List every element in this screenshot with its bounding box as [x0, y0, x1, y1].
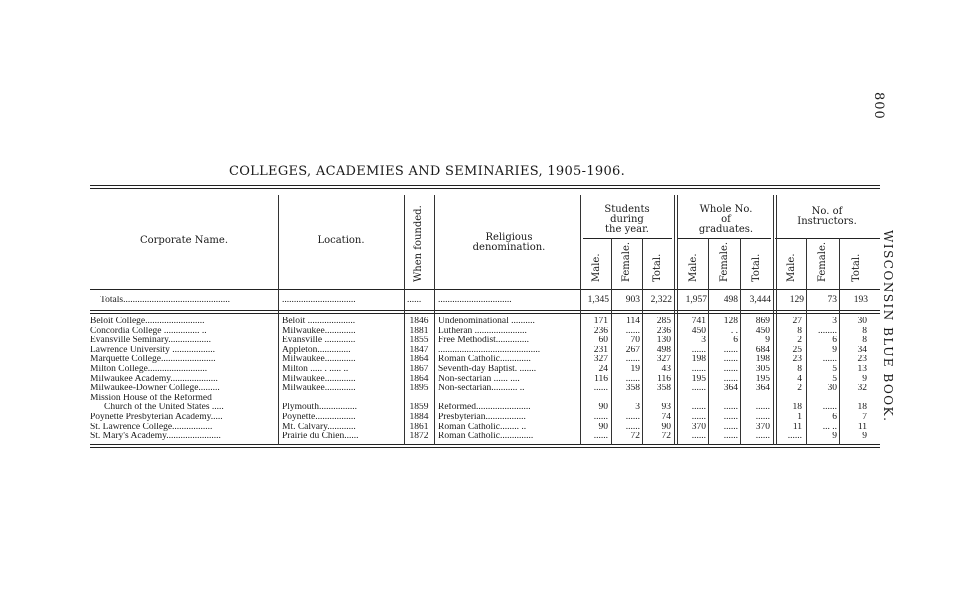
- row-corporate-name: Mission House of the Reformed: [90, 393, 212, 403]
- row-location: Mt. Calvary............: [282, 422, 356, 432]
- row-corporate-name: Milwaukee-Downer College.........: [90, 384, 220, 394]
- row-instructors-male: 1: [797, 413, 802, 422]
- bottom-rule-2: [90, 447, 880, 448]
- header-corporate-name: Corporate Name.: [139, 235, 229, 246]
- row-corporate-name: Evansville Seminary..................: [90, 336, 212, 346]
- header-instructors-female: Female.: [817, 241, 828, 282]
- row-graduates-male: ......: [691, 365, 706, 374]
- row-denomination: Roman Catholic.............: [438, 355, 531, 365]
- row-instructors-female: ... ..: [822, 422, 837, 432]
- row-students-total: 285: [656, 317, 671, 326]
- row-instructors-total: 8: [862, 326, 867, 336]
- row-students-total: 130: [656, 336, 671, 346]
- row-graduates-total: 195: [755, 374, 770, 384]
- row-graduates-total: 684: [755, 345, 770, 355]
- row-instructors-female: 6: [832, 413, 837, 422]
- totals-rule-2: [90, 313, 880, 314]
- header-graduates-male: Male.: [688, 253, 699, 282]
- col-line: [278, 195, 279, 445]
- col-line: [674, 195, 675, 445]
- subheader-rule-instructors: [775, 238, 880, 239]
- row-graduates-female: 6: [733, 336, 738, 346]
- row-students-total: 236: [656, 326, 671, 336]
- row-students-female: ......: [625, 355, 640, 365]
- row-corporate-name: Milwaukee Academy....................: [90, 374, 218, 384]
- totals-location: ...............................: [282, 296, 356, 305]
- row-instructors-total: 23: [857, 355, 867, 365]
- row-instructors-total: 7: [862, 413, 867, 422]
- row-graduates-female: ......: [723, 374, 738, 384]
- header-graduates-female: Female.: [719, 241, 730, 282]
- row-graduates-female: ......: [723, 432, 738, 442]
- row-students-female: 70: [630, 336, 640, 346]
- row-graduates-female: ......: [723, 422, 738, 432]
- row-denomination: Roman Catholic..............: [438, 432, 534, 442]
- header-instructors-male: Male.: [786, 253, 797, 282]
- row-instructors-male: 8: [797, 365, 802, 374]
- row-instructors-male: 8: [797, 326, 802, 336]
- row-students-male: 60: [598, 336, 608, 346]
- row-location: Milton ..... . ..... ..: [282, 365, 349, 374]
- table-title: COLLEGES, ACADEMIES AND SEMINARIES, 1905-1906.: [228, 164, 626, 179]
- row-instructors-female: 6: [832, 336, 837, 346]
- row-corporate-name: St. Mary's Academy.......................: [90, 432, 221, 442]
- row-students-male: ......: [593, 413, 608, 422]
- totals-g-total: 3,444: [749, 295, 771, 305]
- top-rule-2: [90, 188, 880, 189]
- row-founded: 1867: [409, 365, 429, 374]
- row-instructors-male: ......: [787, 432, 802, 442]
- row-instructors-total: 11: [857, 422, 867, 432]
- totals-i-total: 193: [853, 295, 868, 305]
- bottom-rule-1: [90, 444, 880, 445]
- row-students-female: 72: [630, 432, 640, 442]
- row-graduates-total: 450: [755, 326, 770, 336]
- row-instructors-total: 32: [857, 384, 867, 394]
- row-instructors-total: 13: [857, 365, 867, 374]
- row-students-total: 358: [656, 384, 671, 394]
- header-religious: Religious denomination.: [472, 232, 546, 253]
- row-students-total: 72: [661, 432, 671, 442]
- row-corporate-name: Milton College.........................: [90, 365, 208, 374]
- row-graduates-male: 3: [701, 336, 706, 346]
- row-graduates-total: ......: [755, 432, 770, 442]
- row-instructors-female: 3: [832, 317, 837, 326]
- row-location: Milwaukee.............: [282, 374, 356, 384]
- totals-founded: ......: [407, 296, 422, 305]
- row-students-male: 24: [598, 365, 608, 374]
- row-students-female: 114: [626, 317, 640, 326]
- totals-g-female: 498: [723, 295, 738, 305]
- row-instructors-female: 9: [832, 345, 837, 355]
- row-founded: 1864: [409, 355, 429, 365]
- row-instructors-male: 23: [792, 355, 802, 365]
- subheader-rule-students: [583, 238, 672, 239]
- row-location: Appleton..............: [282, 345, 351, 355]
- top-rule-1: [90, 185, 880, 186]
- row-location: Beloit ....................: [282, 317, 356, 326]
- row-corporate-name: Lawrence University ..................: [90, 345, 216, 355]
- col-line: [434, 195, 435, 445]
- row-instructors-total: 9: [862, 374, 867, 384]
- row-students-total: 498: [656, 345, 671, 355]
- row-students-male: 90: [598, 422, 608, 432]
- row-instructors-total: 9: [862, 432, 867, 442]
- row-denomination: Non-sectarian........... ..: [438, 384, 525, 394]
- row-founded: 1846: [409, 317, 429, 326]
- header-students-group: Students during the year.: [604, 204, 650, 235]
- row-graduates-total: ......: [755, 403, 770, 413]
- row-graduates-total: ......: [755, 413, 770, 422]
- totals-s-female: 903: [625, 295, 640, 305]
- row-students-female: ......: [625, 326, 640, 336]
- row-instructors-male: 4: [797, 374, 802, 384]
- row-location: Prairie du Chien......: [282, 432, 359, 442]
- row-corporate-name: St. Lawrence College.................: [90, 422, 213, 432]
- running-head: WISCONSIN BLUE BOOK.: [881, 230, 895, 423]
- row-students-male: 171: [593, 317, 608, 326]
- row-instructors-total: 8: [862, 336, 867, 346]
- totals-rule-1: [90, 310, 880, 311]
- row-instructors-female: 5: [832, 374, 837, 384]
- row-founded: 1861: [409, 422, 429, 432]
- row-founded: 1864: [409, 374, 429, 384]
- row-students-total: 327: [656, 355, 671, 365]
- row-graduates-total: 198: [755, 355, 770, 365]
- row-students-female: 267: [625, 345, 640, 355]
- col-line: [773, 195, 774, 445]
- row-denomination: Non-sectarian ...... ....: [438, 374, 520, 384]
- totals-s-male: 1,345: [587, 295, 609, 305]
- row-instructors-female: ........: [818, 326, 837, 336]
- row-location: Milwaukee.............: [282, 355, 356, 365]
- row-graduates-male: 450: [691, 326, 706, 336]
- row-students-female: ......: [625, 413, 640, 422]
- row-students-total: 43: [661, 365, 671, 374]
- row-instructors-female: ......: [822, 355, 837, 365]
- row-graduates-male: 198: [691, 355, 706, 365]
- row-students-female: 358: [625, 384, 640, 394]
- row-instructors-female: 30: [827, 384, 837, 394]
- row-location: Milwaukee.............: [282, 384, 356, 394]
- row-students-female: 3: [635, 403, 640, 413]
- row-location: Poynette.................: [282, 413, 356, 422]
- row-instructors-male: 18: [792, 403, 802, 413]
- row-instructors-total: 30: [857, 317, 867, 326]
- row-graduates-male: ......: [691, 384, 706, 394]
- row-graduates-female: ......: [723, 355, 738, 365]
- totals-label: Totals.............................................: [100, 296, 230, 305]
- page-number: 800: [871, 92, 886, 120]
- row-graduates-male: ......: [691, 413, 706, 422]
- row-graduates-male: 195: [691, 374, 706, 384]
- row-founded: 1872: [409, 432, 429, 442]
- row-denomination: Free Methodist..............: [438, 336, 530, 346]
- row-instructors-male: 2: [797, 384, 802, 394]
- row-students-male: 327: [593, 355, 608, 365]
- row-graduates-female: . .: [730, 326, 738, 336]
- row-students-total: 74: [661, 413, 671, 422]
- row-denomination: Presbyterian.................: [438, 413, 526, 422]
- row-instructors-total: 34: [857, 345, 867, 355]
- row-students-male: ......: [593, 384, 608, 394]
- row-instructors-female: 5: [832, 365, 837, 374]
- row-students-total: 90: [661, 422, 671, 432]
- row-denomination: Seventh-day Baptist. .......: [438, 365, 537, 374]
- row-denomination: Reformed.......................: [438, 403, 531, 413]
- row-founded: 1895: [409, 384, 429, 394]
- row-instructors-female: ......: [822, 403, 837, 413]
- header-location: Location.: [317, 235, 365, 246]
- row-corporate-name: Poynette Presbyterian Academy.....: [90, 413, 223, 422]
- row-students-total: 116: [657, 374, 671, 384]
- totals-g-male: 1,957: [685, 295, 707, 305]
- row-students-male: 231: [593, 345, 608, 355]
- header-students-total: Total.: [652, 253, 663, 282]
- row-graduates-male: ......: [691, 403, 706, 413]
- row-founded: 1884: [409, 413, 429, 422]
- row-graduates-total: 9: [765, 336, 770, 346]
- row-instructors-male: 25: [792, 345, 802, 355]
- totals-i-male: 129: [789, 295, 804, 305]
- row-denomination: Lutheran ......................: [438, 326, 527, 336]
- row-instructors-male: 11: [792, 422, 802, 432]
- row-graduates-female: ......: [723, 365, 738, 374]
- row-founded: 1855: [409, 336, 429, 346]
- row-location: Milwaukee.............: [282, 326, 356, 336]
- totals-denomination: ...............................: [438, 296, 512, 305]
- row-graduates-total: 869: [755, 317, 770, 326]
- row-instructors-female: 9: [832, 432, 837, 442]
- row-graduates-female: 364: [723, 384, 738, 394]
- subheader-rule-graduates: [677, 238, 771, 239]
- row-instructors-male: 27: [792, 317, 802, 326]
- row-graduates-male: ......: [691, 432, 706, 442]
- header-graduates-total: Total.: [751, 253, 762, 282]
- row-students-female: ......: [625, 422, 640, 432]
- row-location: Evansville .............: [282, 336, 356, 346]
- row-graduates-male: ......: [691, 345, 706, 355]
- row-graduates-female: ......: [723, 403, 738, 413]
- row-graduates-male: 370: [691, 422, 706, 432]
- row-denomination: Roman Catholic........ ..: [438, 422, 527, 432]
- row-graduates-female: ......: [723, 413, 738, 422]
- header-instructors-group: No. of Instructors.: [797, 206, 857, 227]
- header-students-male: Male.: [591, 253, 602, 282]
- header-bottom-rule: [90, 289, 880, 290]
- totals-i-female: 73: [827, 295, 837, 305]
- row-founded: 1859: [409, 403, 429, 413]
- row-students-male: 116: [594, 374, 608, 384]
- row-instructors-total: 18: [857, 403, 867, 413]
- header-instructors-total: Total.: [851, 253, 862, 282]
- row-graduates-total: 370: [755, 422, 770, 432]
- row-denomination: Undenominational ..........: [438, 317, 535, 326]
- totals-s-total: 2,322: [650, 295, 672, 305]
- row-students-male: ......: [593, 432, 608, 442]
- row-denomination: ...........................................: [438, 345, 541, 355]
- row-students-male: 90: [598, 403, 608, 413]
- row-corporate-name: Marquette College.......................: [90, 355, 216, 365]
- row-students-total: 93: [661, 403, 671, 413]
- row-corporate-name: Church of the United States .....: [104, 403, 224, 413]
- row-graduates-female: ......: [723, 345, 738, 355]
- row-graduates-female: 128: [723, 317, 738, 326]
- row-students-female: ......: [625, 374, 640, 384]
- row-instructors-male: 2: [797, 336, 802, 346]
- row-founded: 1881: [409, 326, 429, 336]
- row-graduates-total: 305: [755, 365, 770, 374]
- row-graduates-total: 364: [755, 384, 770, 394]
- row-location: Plymouth................: [282, 403, 357, 413]
- header-students-female: Female.: [621, 241, 632, 282]
- row-corporate-name: Beloit College.........................: [90, 317, 205, 326]
- row-corporate-name: Concordia College ............... ..: [90, 326, 207, 336]
- row-founded: 1847: [409, 345, 429, 355]
- header-when-founded: When founded.: [413, 205, 424, 282]
- header-graduates-group: Whole No. of graduates.: [698, 204, 754, 235]
- row-graduates-male: 741: [691, 317, 706, 326]
- row-students-female: 19: [630, 365, 640, 374]
- row-students-male: 236: [593, 326, 608, 336]
